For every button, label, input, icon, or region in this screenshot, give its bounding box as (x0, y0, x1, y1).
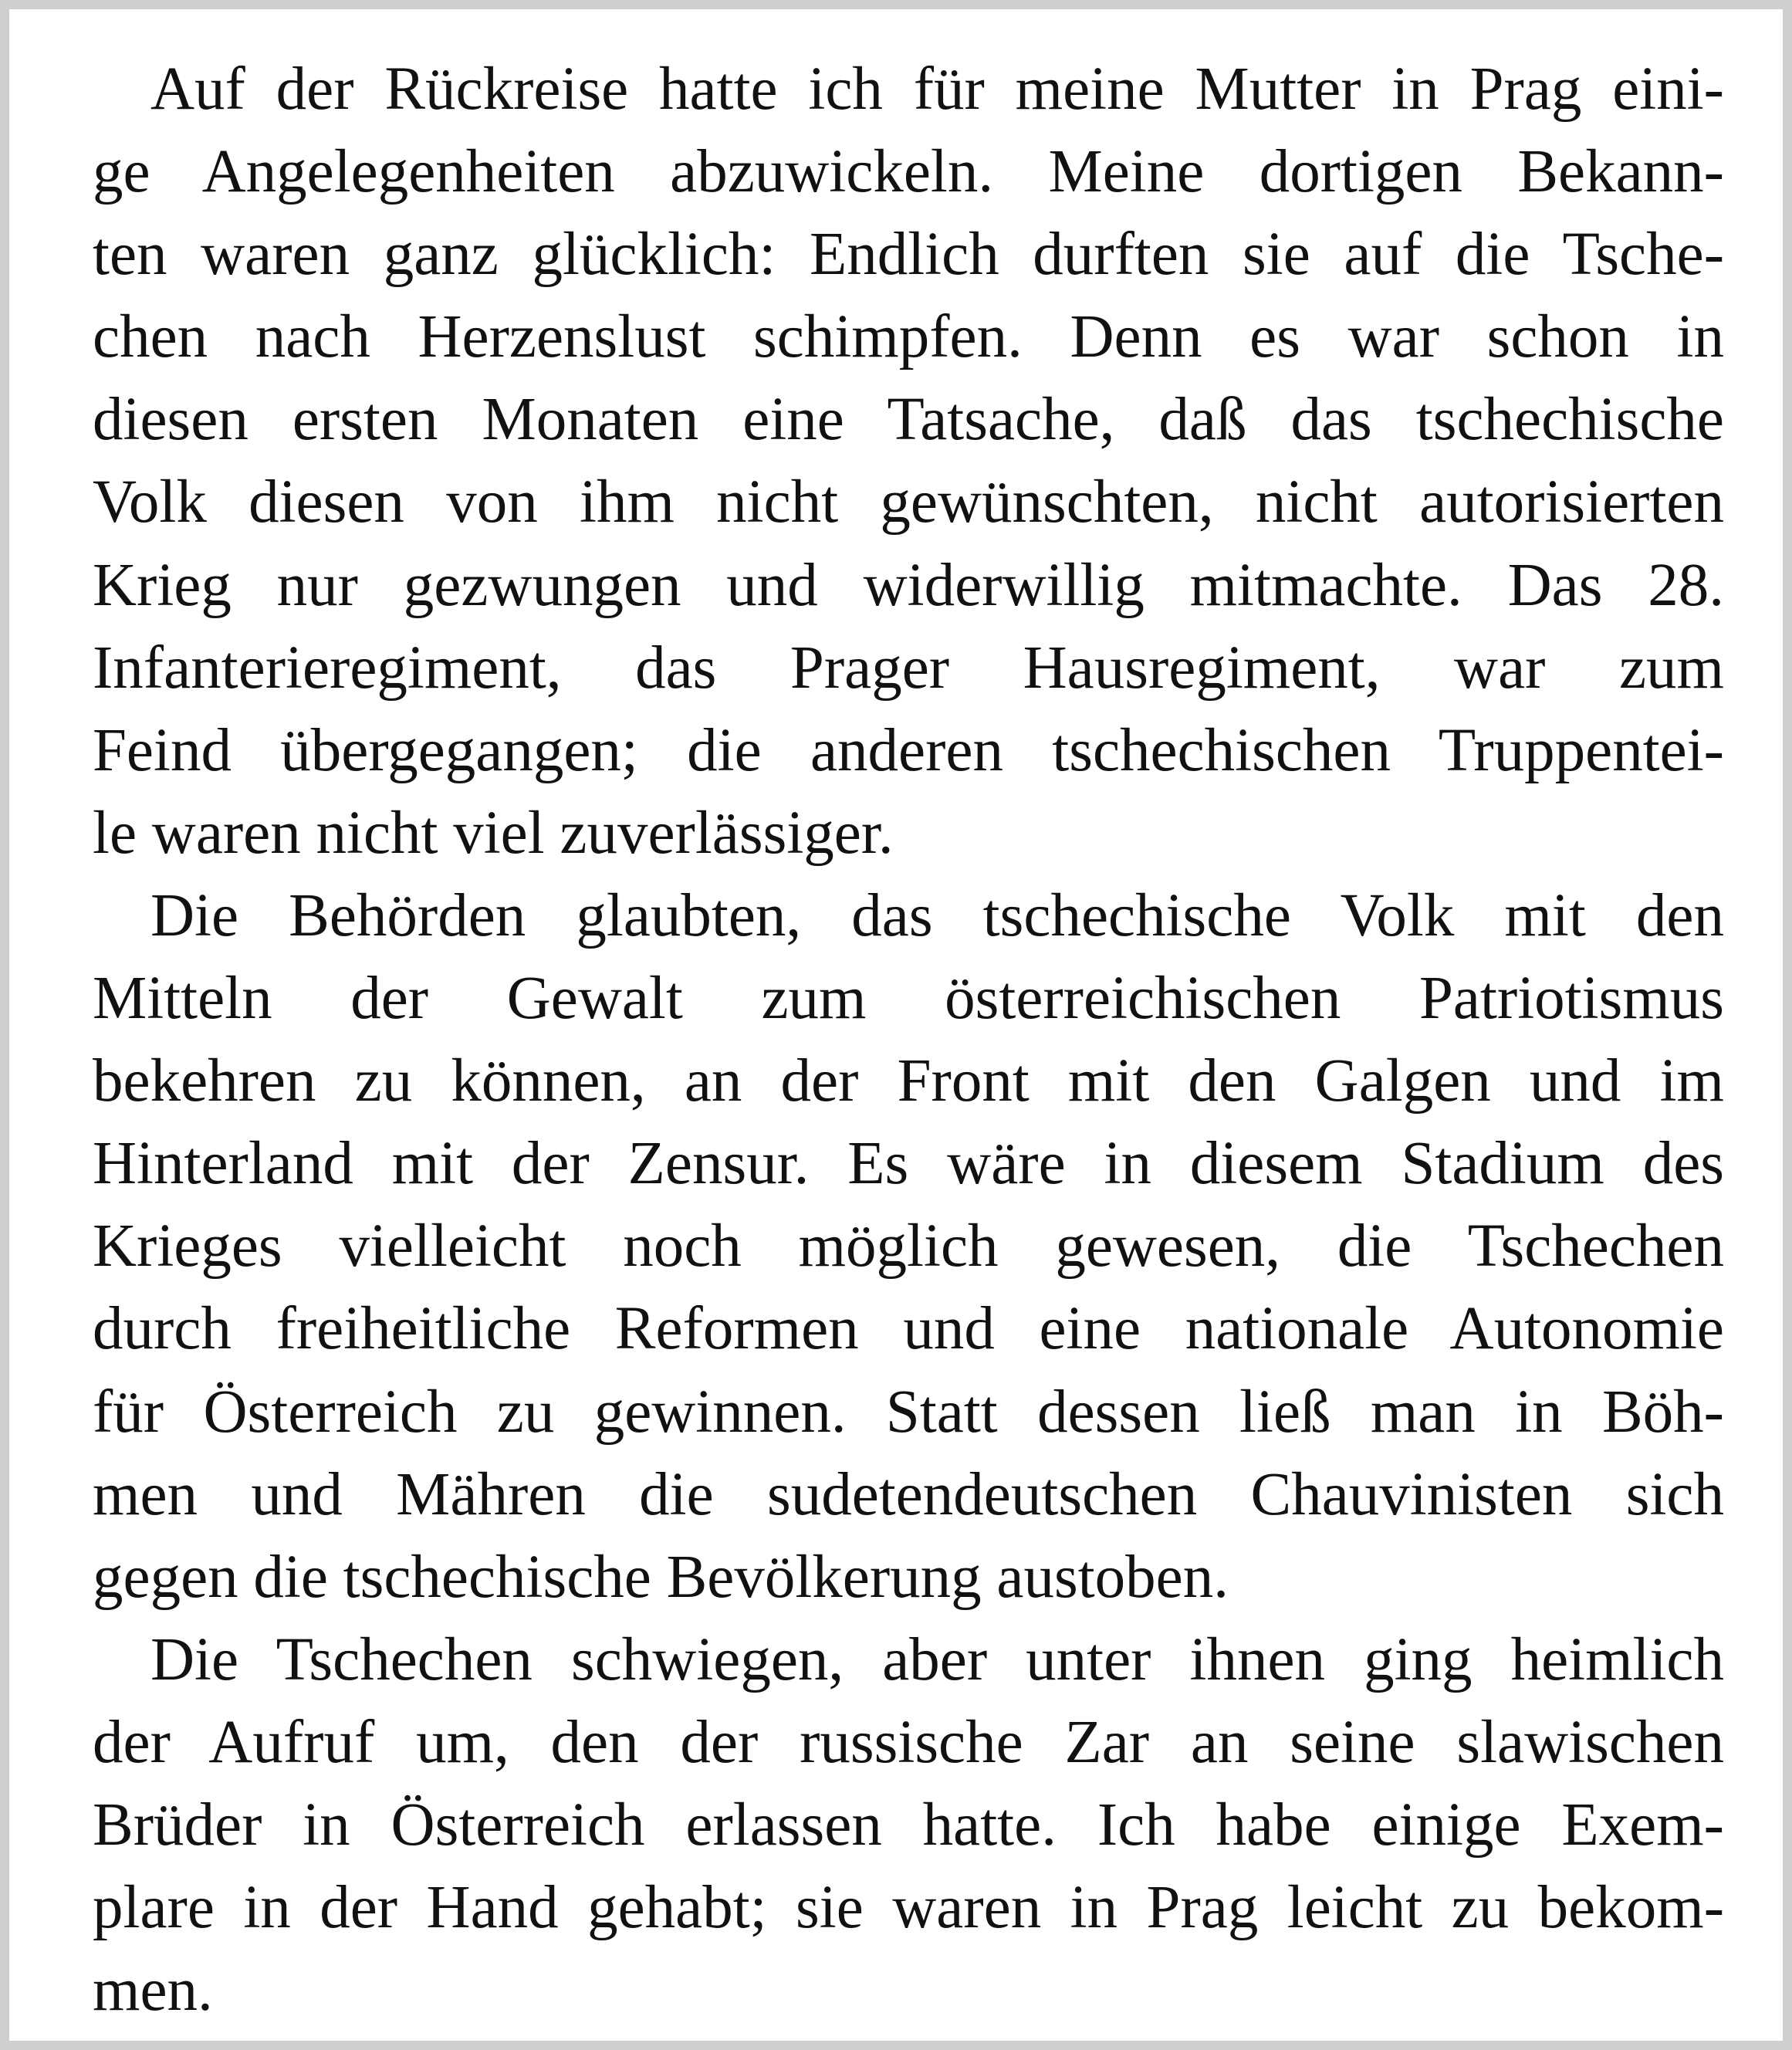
paragraph-3 (93, 1619, 1724, 2031)
text-line: ten waren ganz glücklich: Endlich durften sie auf die Tsche- (93, 221, 1724, 289)
text-line: ge Angelegenheiten abzuwickeln. Meine dortigen Bekann- (93, 138, 1724, 206)
text-line: Brüder in Österreich erlassen hatte. Ich habe einige Exem- (93, 1791, 1724, 1859)
text-line: der Aufruf um, den der russische Zar an seine slawischen (93, 1708, 1724, 1776)
paragraph-2 (93, 874, 1724, 1619)
text-line: chen nach Herzenslust schimpfen. Denn es war schon in (93, 303, 1724, 371)
paragraph-1 (93, 48, 1724, 874)
text-line: Die Behörden glaubten, das tschechische Volk mit den (150, 881, 1724, 949)
text-line: men. (93, 1957, 213, 2025)
text-line: Mitteln der Gewalt zum österreichischen Patriotismus (93, 965, 1724, 1033)
text-line: diesen ersten Monaten eine Tatsache, daß das tschechische (93, 386, 1724, 454)
text-line: gegen die tschechische Bevölkerung austoben. (93, 1543, 1229, 1611)
text-line: plare in der Hand gehabt; sie waren in Prag leicht zu bekom- (93, 1874, 1724, 1942)
text-line: Krieges vielleicht noch möglich gewesen, die Tschechen (93, 1213, 1724, 1280)
text-line: Hinterland mit der Zensur. Es wäre in diesem Stadium des (93, 1130, 1724, 1198)
text-line: Krieg nur gezwungen und widerwillig mitmachte. Das 28. (93, 551, 1724, 619)
text-line: Feind übergegangen; die anderen tschechischen Truppentei- (93, 716, 1724, 784)
text-line: Volk diesen von ihm nicht gewünschten, nicht autorisierten (93, 469, 1724, 536)
text-line: Infanterieregiment, das Prager Hausregiment, war zum (93, 634, 1724, 702)
text-line: Auf der Rückreise hatte ich für meine Mutter in Prag eini- (150, 56, 1724, 123)
text-line: bekehren zu können, an der Front mit den Galgen und im (93, 1047, 1724, 1115)
document-body (93, 48, 1724, 2031)
text-line: men und Mähren die sudetendeutschen Chauvinisten sich (93, 1460, 1724, 1528)
text-line: für Österreich zu gewinnen. Statt dessen ließ man in Böh- (93, 1378, 1724, 1446)
text-line: durch freiheitliche Reformen und eine nationale Autonomie (93, 1295, 1724, 1363)
text-line: le waren nicht viel zuverlässiger. (93, 799, 894, 867)
text-line: Die Tschechen schwiegen, aber unter ihnen ging heimlich (150, 1625, 1724, 1693)
